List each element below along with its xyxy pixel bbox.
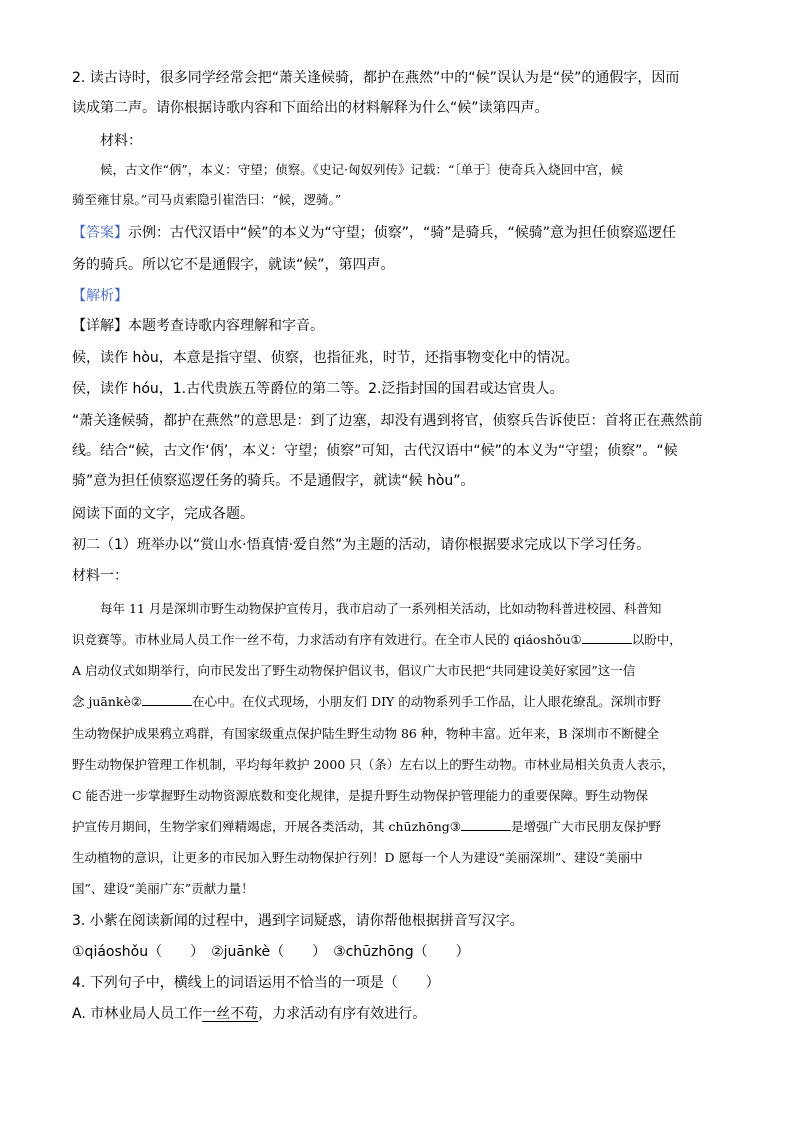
- hou4-explanation: 候，读作 hòu，本意是指守望、侦察，也指征兆，时节，还指事物变化中的情况。: [72, 350, 579, 366]
- passage-line-7: C 能否进一步掌握野生动物资源底数和变化规律，是提升野生动物保护管理能力的重要保障。野生动物保: [72, 788, 649, 803]
- answer-tag: 【答案】: [72, 225, 128, 241]
- passage-line-9: 生动植物的意识，让更多的市民加入野生动物保护行列！D 愿每一个人为建设“美丽深圳”、建设“美丽中: [72, 850, 643, 865]
- detail-tag: 【详解】: [72, 318, 128, 334]
- question-2-line-1: 2. 读古诗时，很多同学经常会把“萧关逢候骑，都护在燕然”中的“候”误认为是“侯”的通假字，因而: [72, 70, 680, 86]
- analysis-tag: 【解析】: [72, 288, 128, 304]
- question-4-stem: 4. 下列句子中，横线上的词语运用不恰当的一项是（ ）: [72, 975, 440, 991]
- detail-text: 本题考查诗歌内容理解和字音。: [128, 318, 324, 334]
- blank-2: [142, 691, 192, 706]
- explanation-line-2: 线。结合“候，古文作‘㑂’，本义：守望；侦察”可知，古代汉语中“候”的本义为“守望；侦察”。“候: [72, 443, 678, 459]
- material-1-label: 材料一：: [72, 568, 128, 584]
- explanation-line-3: 骑”意为担任侦察巡逻任务的骑兵。不是通假字，就读“候 hòu”。: [72, 473, 475, 489]
- passage-line-10: 国”、建设“美丽广东”贡献力量！: [72, 881, 254, 896]
- underlined-phrase: 一丝不苟: [202, 1006, 259, 1022]
- answer-line-2: 务的骑兵。所以它不是通假字，就读“候”，第四声。: [72, 257, 395, 273]
- reading-task: 初二（1）班举办以“赏山水·悟真情·爱自然”为主题的活动，请你根据要求完成以下学习任务。: [72, 537, 651, 553]
- passage-line-4: 念 juānkè② 在心中。在仪式现场，小朋友们 DIY 的动物系列手工作品，让人眼花缭乱。深圳市野: [72, 687, 732, 717]
- answer-line-1: [72, 218, 732, 248]
- question-3-blanks: ①qiáoshǒu（ ） ②juānkè（ ） ③chūzhōng（ ）: [72, 944, 470, 960]
- blank-1: [582, 629, 632, 644]
- reading-intro: 阅读下面的文字，完成各题。: [72, 506, 254, 522]
- passage-line-5: 生动物保护成果鸦立鸡群，有国家级重点保护陆生野生动物 86 种，物种丰富。近年来，B 深圳市不断健全: [72, 726, 660, 741]
- question-2-line-2: 读成第二声。请你根据诗歌内容和下面给出的材料解释为什么“候”读第四声。: [72, 100, 549, 116]
- explanation-line-1: “萧关逢候骑，都护在燕然”的意思是：到了边塞，却没有遇到将官，侦察兵告诉使臣：首将正在燕然前: [72, 413, 703, 429]
- question-3-stem: 3. 小紫在阅读新闻的过程中，遇到字词疑惑，请你帮他根据拼音写汉字。: [72, 913, 524, 929]
- hou2-explanation: 侯，读作 hóu，1.古代贵族五等爵位的第二等。2.泛指封国的国君或达官贵人。: [72, 381, 564, 397]
- passage-line-2: 识竞赛等。市林业局人员工作一丝不苟，力求活动有序有效进行。在全市人民的 qiáoshǒu① 以盼中，: [72, 625, 732, 655]
- material-line-2: 骑至雍甘泉。”司马贞索隐引崔浩曰：“候，逻骑。”: [72, 192, 342, 207]
- question-4-option-a: A. 市林业局人员工作一丝不苟，力求活动有序有效进行。: [72, 1006, 427, 1022]
- blank-3: [461, 816, 511, 831]
- passage-line-8: 护宣传月期间，生物学家们殚精竭虑，开展各类活动，其 chūzhōng③ 是增强广大市民朋友保护野: [72, 812, 732, 842]
- passage-line-1: 每年 11 月是深圳市野生动物保护宣传月，我市启动了一系列相关活动，比如动物科普进校园、科普知: [100, 601, 662, 616]
- detail-line: [72, 311, 732, 341]
- answer-text: 示例：古代汉语中“候”的本义为“守望；侦察”，“骑”是骑兵，“候骑”意为担任侦察巡逻任: [128, 225, 677, 241]
- passage-line-6: 野生动物保护管理工作机制，平均每年救护 2000 只（条）左右以上的野生动物。市林业局相关负责人表示，: [72, 757, 675, 772]
- material-line-1: 候，古文作“㑂”，本义：守望；侦察。《史记·匈奴列传》记载：“〔单于〕使奇兵入烧回中宫，候: [100, 162, 624, 177]
- passage-line-3: A 启动仪式如期举行，向市民发出了野生动物保护倡议书，倡议广大市民把“共同建设美好家园”这一信: [72, 663, 636, 678]
- material-label: 材料：: [100, 133, 142, 149]
